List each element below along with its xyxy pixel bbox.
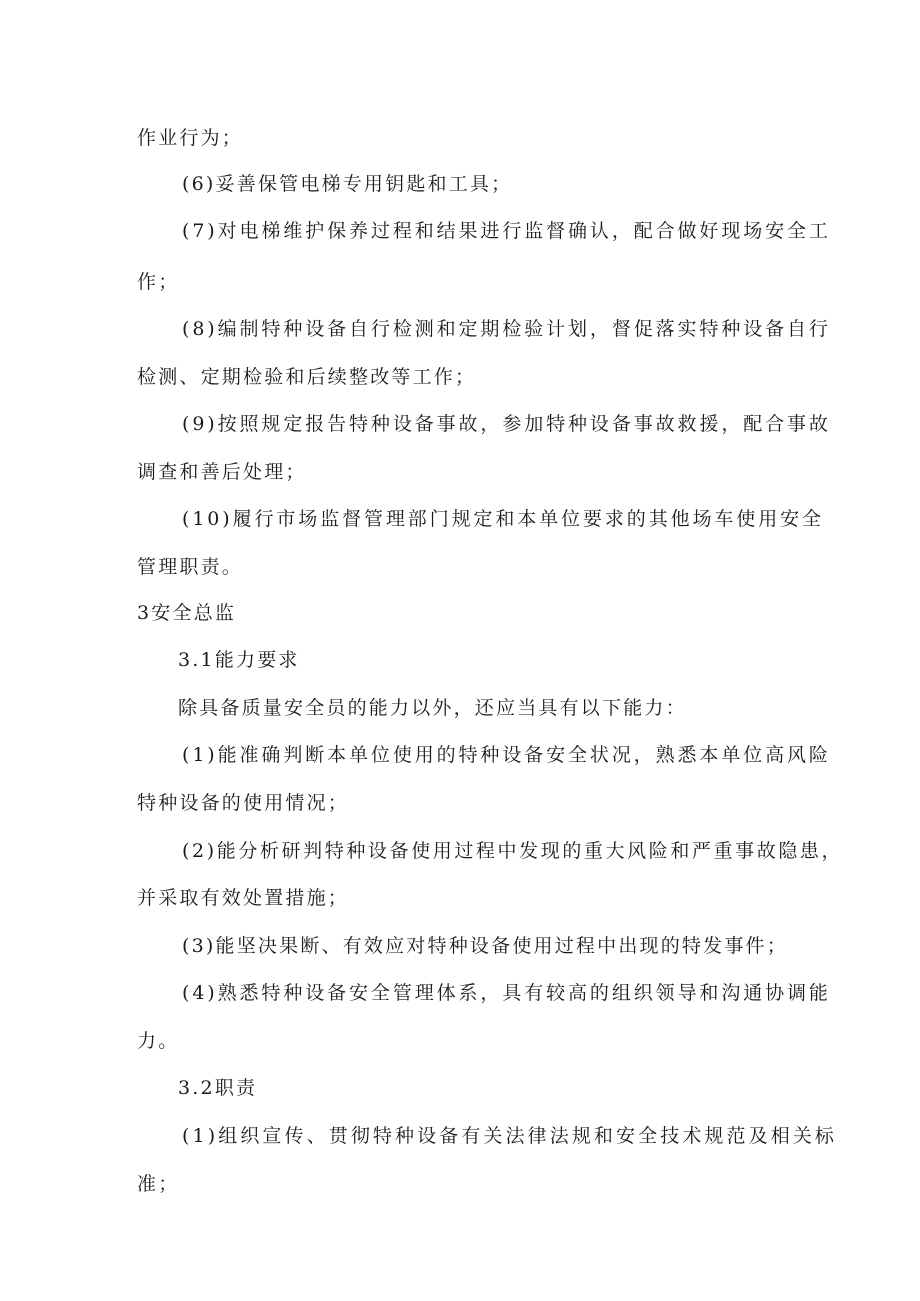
- text-line: 准；: [137, 1173, 180, 1195]
- list-item-2: (2)能分析研判特种设备使用过程中发现的重大风险和严重事故隐患，: [182, 840, 844, 862]
- list-item-8: (8)编制特种设备自行检测和定期检验计划，督促落实特种设备自行: [182, 318, 831, 340]
- subsection-heading: 3.1能力要求: [178, 649, 300, 671]
- list-item-6: (6)妥善保管电梯专用钥匙和工具；: [182, 173, 513, 195]
- text-line: 管理职责。: [137, 556, 244, 578]
- paragraph-intro: 除具备质量安全员的能力以外，还应当具有以下能力：: [178, 697, 687, 719]
- list-item-7: (7)对电梯维护保养过程和结果进行监督确认，配合做好现场安全工: [182, 220, 831, 242]
- text-line: 检测、定期检验和后续整改等工作；: [137, 366, 477, 388]
- text-line: 特种设备的使用情况；: [137, 792, 350, 814]
- subsection-heading: 3.2职责: [178, 1077, 258, 1099]
- text-line: 调查和善后处理；: [137, 461, 307, 483]
- text-line: 作；: [137, 271, 180, 293]
- text-line: 力。: [137, 1030, 180, 1052]
- list-item-3: (3)能坚决果断、有效应对特种设备使用过程中出现的特发事件；: [182, 935, 788, 957]
- text-line: 并采取有效处置措施；: [137, 887, 350, 909]
- list-item-1: (1)组织宣传、贯彻特种设备有关法律法规和安全技术规范及相关标: [182, 1125, 838, 1147]
- text-line: 作业行为；: [137, 127, 244, 149]
- list-item-9: (9)按照规定报告特种设备事故，参加特种设备事故救援，配合事故: [182, 413, 831, 435]
- section-heading: 3安全总监: [137, 602, 237, 624]
- list-item-4: (4)熟悉特种设备安全管理体系，具有较高的组织领导和沟通协调能: [182, 982, 831, 1004]
- list-item-1: (1)能准确判断本单位使用的特种设备安全状况，熟悉本单位高风险: [182, 744, 831, 766]
- list-item-10: (10)履行市场监督管理部门规定和本单位要求的其他场车使用安全: [182, 508, 824, 530]
